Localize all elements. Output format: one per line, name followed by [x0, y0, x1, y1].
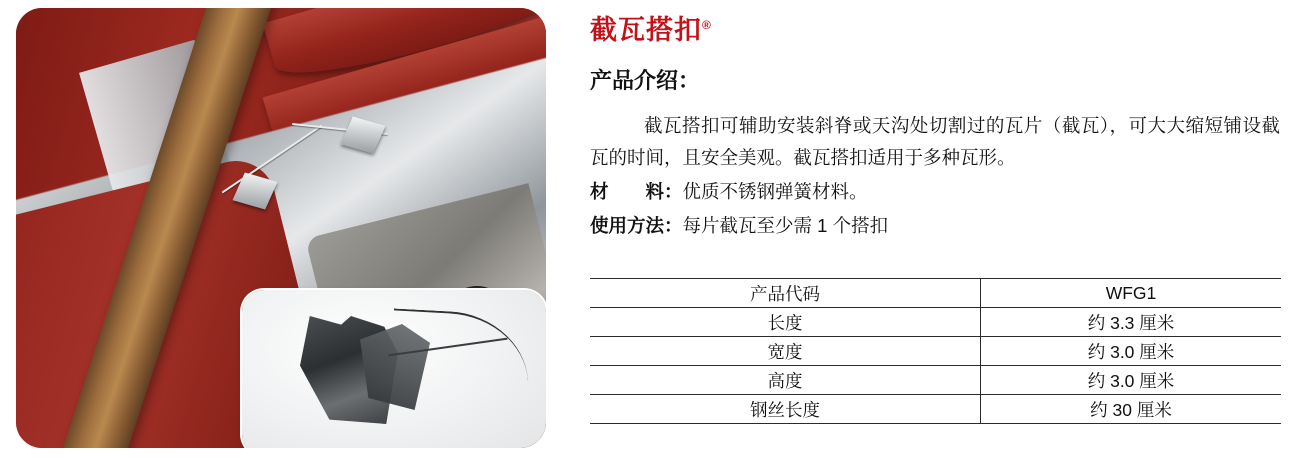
- material-value: 优质不锈钢弹簧材料。: [682, 181, 868, 202]
- table-row: [590, 337, 1281, 366]
- spec-key: 产品代码: [590, 279, 981, 308]
- material-line: [590, 178, 868, 206]
- material-label: 材 料：: [590, 181, 683, 202]
- table-row: [590, 395, 1281, 424]
- usage-line: [590, 212, 888, 240]
- spec-key: 高度: [590, 366, 981, 395]
- usage-value: 每片截瓦至少需 1 个搭扣: [682, 215, 889, 236]
- spec-value: WFG1: [981, 279, 1282, 308]
- spec-key: 长度: [590, 308, 981, 337]
- spec-key: 宽度: [590, 337, 981, 366]
- product-name: 截瓦搭扣: [590, 15, 702, 45]
- section-heading-introduction: 产品介绍：: [590, 68, 701, 93]
- spec-key: 钢丝长度: [590, 395, 981, 424]
- table-row: [590, 366, 1281, 395]
- product-title: [590, 8, 712, 47]
- table-row: [590, 308, 1281, 337]
- usage-label: 使用方法：: [590, 215, 683, 236]
- product-text-column: [590, 0, 1280, 460]
- spec-value: 约 3.3 厘米: [981, 308, 1282, 337]
- inset-product-photo: [242, 290, 546, 448]
- table-row: [590, 279, 1281, 308]
- spec-table: [590, 278, 1281, 424]
- product-description: 截瓦搭扣可辅助安装斜脊或天沟处切割过的瓦片（截瓦），可大大缩短铺设截瓦的时间，且安全美观。截瓦搭扣适用于多种瓦形。: [590, 115, 1280, 168]
- spec-value: 约 30 厘米: [981, 395, 1282, 424]
- main-product-photo: [16, 8, 546, 448]
- spec-table-wrapper: [590, 278, 1280, 424]
- spec-value: 约 3.0 厘米: [981, 337, 1282, 366]
- clip-wire-curve: [390, 308, 532, 387]
- spec-value: 约 3.0 厘米: [981, 366, 1282, 395]
- registered-trademark-icon: ®: [702, 18, 712, 32]
